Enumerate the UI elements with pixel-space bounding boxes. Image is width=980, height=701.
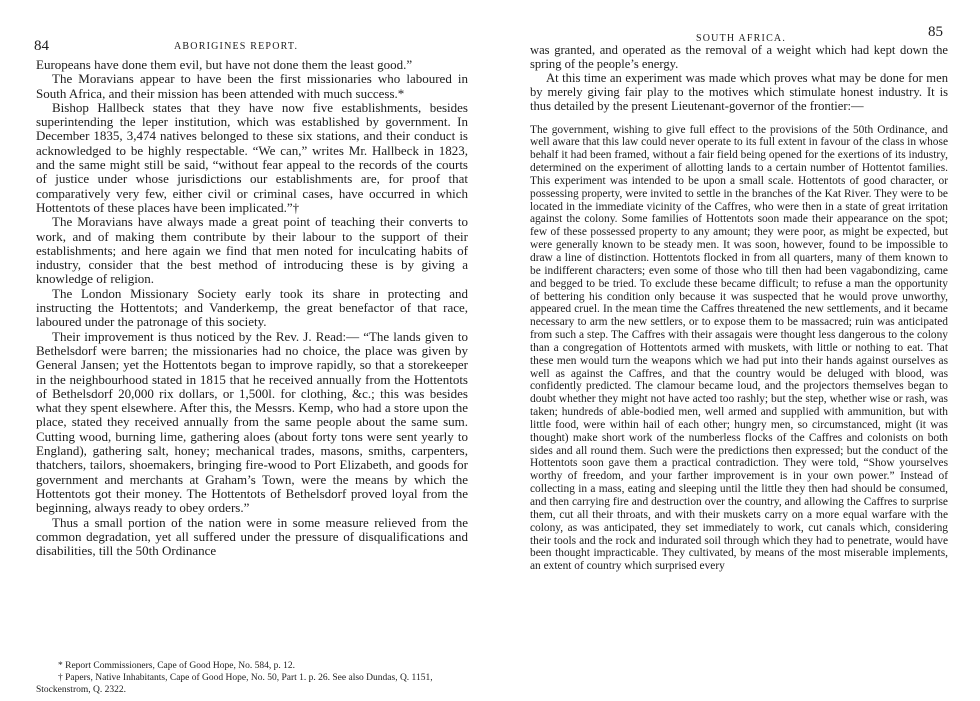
right-page (490, 0, 980, 701)
paragraph: Europeans have done them evil, but have not done them the least good.” (36, 57, 413, 72)
paragraph: was granted, and operated as the removal of a weight which had kept down the spring of the people’s energy. (530, 43, 948, 71)
paragraph: The Moravians have always made a great point of teaching their converts to work, and of making them contribute by their labour to the support of their establishments; and here again we find that men noted for inculcating habits of industry, consider that the best method of introducing these is by giving a knowledge of religion. (36, 214, 468, 287)
footnote: * Report Commissioners, Cape of Good Hope, No. 584, p. 12. (58, 661, 295, 671)
footnote: † Papers, Native Inhabitants, Cape of Good Hope, No. 50, Part 1. p. 26. See also Dundas, Q. 1151, Stockenstrom, Q. 2322. (36, 673, 433, 695)
left-body-text (36, 58, 468, 558)
page-number: 85 (928, 24, 943, 40)
paragraph: Thus a small portion of the nation were in some measure relieved from the common degradation, yet all suffered under the pressure of disqualifications and disabilities, till the 50th Ordinance (36, 514, 468, 559)
block-quotation: The government, wishing to give full effect to the provisions of the 50th Ordinance, and well aware that this law could never operate to its full extent in favour of the class in whose behalf it had been framed, without a fair field being opened for the exertions of its industry, determined on the experiment of allotting lands to a certain number of Hottentot families. This experiment was intended to be upon a small scale. Hottentots of good character, or possessing property, were invited to settle in the branches of the Kat River. They were to be located in the immediate vicinity of the Caffres, who were then in a state of great irritation against the colony. Some families of Hottentots soon made their appearance on the spot; few of these possessed property to any amount; they were poor, as might be expected, but were generally known to be steady men. It was soon, however, found to be impossible to draw a line of distinction. Hottentots flocked in from all quarters, many of them known to be indifferent characters; even some of those who till then had been vagabondizing, came and begged to be tried. To exclude these became difficult; to refuse a man the opportunity of bettering his condition only because it was suspected that he would prove unworthy, appeared cruel. In the mean time the Caffres threatened the new settlements, and it became necessary to arm the new settlers, or to expose them to be massacred; ruin was anticipated from such a step. The Caffres with their assagais were thought less dangerous to the colony than a congregation of Hottentots armed with muskets, with little or nothing to eat. That these men would turn the weapons which we had put into their hands against ourselves as well as against the Caffres, and that the country would be deluged with blood, was confidently predicted. The clamour became loud, and the projectors themselves began to doubt whether they might not have acted too rashly; but the step, whether wise or rash, was taken; hundreds of able-bodied men, well armed and supplied with ammunition, but with little food, were within hail of each other; hungry men, so circumstanced, might (it was thought) make short work of the numberless flocks of the Caffres and colonists on both sides and all round them. Such were the predictions then expressed; but the conduct of the Hottentots soon gave them a practical contradiction. They were told, “Show yourselves worthy of freedom, and your farther improvement is in your own power.” Instead of collecting in a mass, eating and sleeping until the little they then had should be consumed, and then carrying fire and destruction over the country, and allowing the Caffres to surprise them, cut all their throats, and with their muskets carry on a more equal warfare with the colony, as was anticipated, they set immediately to work, cut canals which, considering their tools and the rock and indurated soil through which they had to penetrate, would have been thought impracticable. They cultivated, by means of the most miserable implements, an extent of country which surprised every (530, 123, 948, 573)
paragraph: At this time an experiment was made which proves what may be done for men by merely giving fair play to the motives which stimulate honest industry. It is thus detailed by the present Lieutenant-governor of the frontier:— (530, 70, 948, 113)
footnotes (36, 660, 466, 696)
paragraph: The London Missionary Society early took its share in protecting and instructing the Hottentots; and Vanderkemp, the great benefactor of that race, laboured under the patronage of this society. (36, 285, 468, 330)
right-body-text (530, 44, 948, 573)
running-head: ABORIGINES REPORT. (174, 41, 299, 52)
paragraph: Their improvement is thus noticed by the Rev. J. Read:— “The lands given to Bethelsdorf were barren; the missionaries had no choice, the place was given by General Jansen; yet the Hottentots began to improve rapidly, so that a storekeeper in the neighbourhood stated in 1815 that he received annually from the Hottentots of Bethelsdorf 20,000 rix dollars, or 1,500l. for clothing, &c.; this was besides what they spent elsewhere. After this, the Messrs. Kemp, who had a store upon the place, stated they received annually from the same people about the same sum. Cutting wood, burning lime, gathering aloes (about forty tons were sent yearly to England), gathering salt, honey; mechanical trades, masons, smiths, carpenters, thatchers, tailors, shoemakers, bringing fire-wood to Port Elizabeth, and goods for government and merchants at Graham’s Town, were the means by which the Hottentots got their money. The Hottentots of Bethelsdorf proved loyal from the beginning, always ready to obey orders.” (36, 328, 468, 516)
paragraph: Bishop Hallbeck states that they have now five establishments, besides superintending the leper institution, which was established by government. In December 1835, 3,474 natives belonged to these six stations, and their conduct is acknowledged to be highly respectable. “We can,” writes Mr. Hallbeck in 1823, and the same might still be said, “without fear appeal to the records of the courts of justice under whose jurisdictions our establishments are, for proof that comparatively very few, either civil or criminal cases, have occurred in which Hottentots of these places have been implicated.”† (36, 99, 468, 215)
page-number: 84 (34, 38, 49, 54)
running-head: SOUTH AFRICA. (696, 33, 787, 44)
paragraph: The Moravians appear to have been the first missionaries who laboured in South Africa, and their mission has been attended with much success.* (36, 71, 468, 101)
